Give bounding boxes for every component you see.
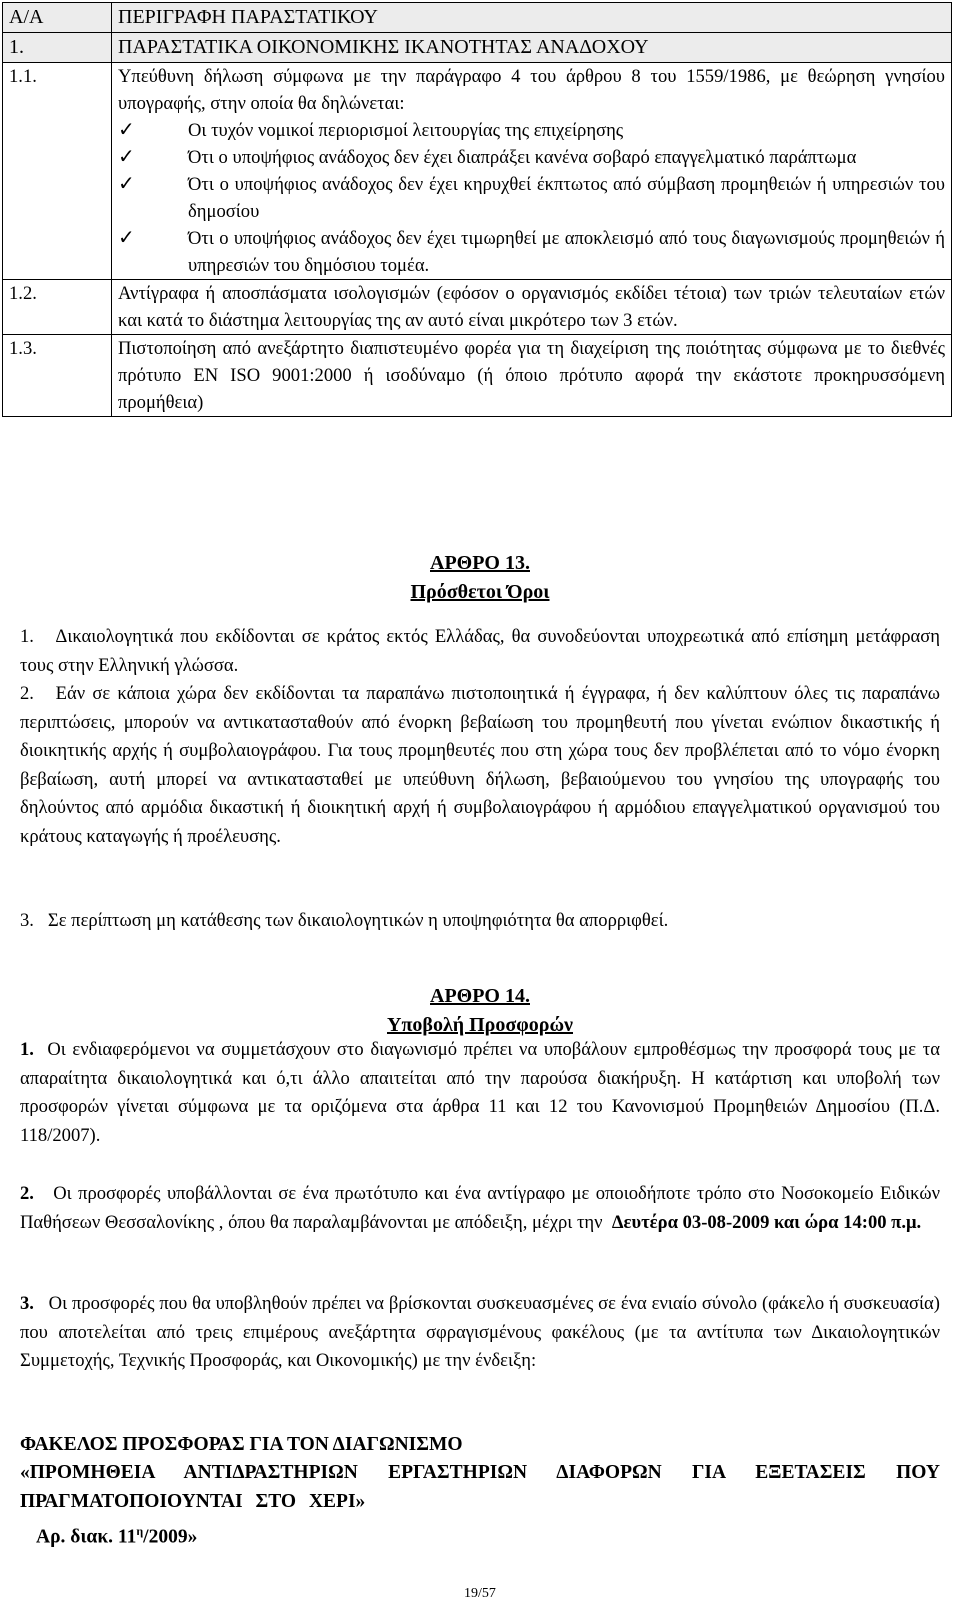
check-icon: ✓ <box>118 225 135 249</box>
checklist-text: Ότι ο υποψήφιος ανάδοχος δεν έχει τιμωρηθεί με αποκλεισμό από τους διαγωνισμούς προμηθειών ή υπηρεσιών του δημόσιου τομέα. <box>188 228 945 276</box>
table-header-row <box>3 3 952 33</box>
table-section-code: 1. <box>3 33 112 63</box>
reference-prefix: Αρ. διακ. 11 <box>36 1526 137 1548</box>
table-header-text: ΠΕΡΙΓΡΑΦΗ ΠΑΡΑΣΤΑΤΙΚΟΥ <box>112 3 952 33</box>
article-14-title: Υποβολή Προσφορών <box>387 1014 573 1036</box>
row1-intro: Υπεύθυνη δήλωση σύμφωνα με την παράγραφο 4 του άρθρου 8 του 1559/1986, με θεώρηση γνησίου υπογραφής, στην οποία θα δηλώνεται: <box>118 66 945 114</box>
paragraph-number: 1. <box>20 626 34 647</box>
check-icon: ✓ <box>118 144 135 168</box>
check-icon: ✓ <box>118 171 135 195</box>
paragraph-text: Οι προσφορές υποβάλλονται σε ένα πρωτότυπο και ένα αντίγραφο με οποιοδήποτε τρόπο στο Νοσοκομείο Ειδικών Παθήσεων Θεσσαλονίκης , όπου θα παραλαμβάνονται με απόδειξη, μέχρι την <box>20 1183 940 1233</box>
article-14-paragraph-1 <box>20 1036 940 1150</box>
table-row <box>3 280 952 335</box>
checklist-text: Οι τυχόν νομικοί περιορισμοί λειτουργίας της επιχείρησης <box>188 120 624 141</box>
table-section-text: ΠΑΡΑΣΤΑΤΙΚΑ ΟΙΚΟΝΟΜΙΚΗΣ ΙΚΑΝΟΤΗΤΑΣ ΑΝΑΔΟΧΟΥ <box>112 33 952 63</box>
row-code: 1.2. <box>3 280 112 335</box>
requirements-table <box>2 2 952 417</box>
checklist-item <box>118 171 945 225</box>
paragraph-number: 2. <box>20 683 34 704</box>
envelope-line-1: ΦΑΚΕΛΟΣ ΠΡΟΣΦΟΡΑΣ ΓΙΑ ΤΟΝ ΔΙΑΓΩΝΙΣΜΟ <box>20 1434 463 1455</box>
checklist-text: Ότι ο υποψήφιος ανάδοχος δεν έχει κηρυχθεί έκπτωτος από σύμβαση προμηθειών ή υπηρεσιών του δημοσίου <box>188 174 945 222</box>
envelope-line-2: «ΠΡΟΜΗΘΕΙΑ ΑΝΤΙΔΡΑΣΤΗΡΙΩΝ ΕΡΓΑΣΤΗΡΙΩΝ ΔΙΑΦΟΡΩΝ ΓΙΑ ΕΞΕΤΑΣΕΙΣ ΠΟΥ ΠΡΑΓΜΑΤΟΠΟΙΟΥΝΤΑΙ ΣΤΟ ΧΕΡΙ» <box>20 1462 940 1512</box>
table-section-row <box>3 33 952 63</box>
paragraph-number: 2. <box>20 1183 34 1204</box>
paragraph-number: 3. <box>20 910 34 931</box>
checklist-item <box>118 117 945 144</box>
reference-superscript: η <box>136 1524 144 1538</box>
reference-suffix: /2009» <box>143 1526 198 1548</box>
article-13-paragraph-1 <box>20 623 940 680</box>
checklist-text: Ότι ο υποψήφιος ανάδοχος δεν έχει διαπράξει κανένα σοβαρό επαγγελματικό παράπτωμα <box>188 147 857 168</box>
paragraph-text: Δικαιολογητικά που εκδίδονται σε κράτος εκτός Ελλάδας, θα συνοδεύονται υποχρεωτικά από επίσημη μετάφραση τους στην Ελληνική γλώσσα. <box>20 626 940 676</box>
page-number: 19/57 <box>464 1586 496 1601</box>
paragraph-text: Εάν σε κάποια χώρα δεν εκδίδονται τα παραπάνω πιστοποιητικά ή έγγραφα, ή δεν καλύπτουν όλες τις παραπάνω περιπτώσεις, μπορούν να αντικατασταθούν από ένορκη βεβαίωση του προμηθευτή που γίνεται ενώπιον δικαστικής ή διοικητικής αρχής ή συμβολαιογράφου. Για τους προμηθευτές που στη χώρα τους δεν προβλέπεται από το νόμο ένορκη βεβαίωση, αυτή μπορεί να αντικατασταθεί με υπεύθυνη δήλωση, βεβαιούμενου του γνησίου της υπογραφής του δηλούντος από αρμόδια δικαστική ή διοικητική αρχή ή συμβολαιογράφου ή αρμόδιου επαγγελματικού οργανισμού του κράτους καταγωγής ή προέλευσης. <box>20 683 940 847</box>
envelope-reference <box>36 1517 636 1552</box>
row-text: Αντίγραφα ή αποσπάσματα ισολογισμών (εφόσον ο οργανισμός εκδίδει τέτοια) των τριών τελευταίων ετών και κατά το διάστημα λειτουργίας της αν αυτό είναι μικρότερο των 3 ετών. <box>112 280 952 335</box>
deadline-text: Δευτέρα 03-08-2009 και ώρα 14:00 π.μ. <box>611 1211 922 1233</box>
row-code: 1.3. <box>3 335 112 417</box>
article-14-number: ΑΡΘΡΟ 14. <box>430 985 530 1007</box>
article-13-number: ΑΡΘΡΟ 13. <box>430 552 530 574</box>
row-text <box>112 63 952 280</box>
article-13-title: Πρόσθετοι Όροι <box>410 581 550 603</box>
table-row <box>3 63 952 280</box>
check-icon: ✓ <box>118 117 135 141</box>
article-13-paragraph-2 <box>20 680 940 851</box>
table-row <box>3 335 952 417</box>
checklist-item <box>118 225 945 279</box>
paragraph-number: 3. <box>20 1293 34 1314</box>
article-14-paragraph-2 <box>20 1180 940 1237</box>
row-code: 1.1. <box>3 63 112 280</box>
article-13-paragraph-3 <box>20 907 940 936</box>
paragraph-text: Σε περίπτωση μη κατάθεσης των δικαιολογητικών η υποψηφιότητα θα απορριφθεί. <box>47 910 669 931</box>
article-14-paragraph-3 <box>20 1290 940 1376</box>
paragraph-number: 1. <box>20 1039 34 1060</box>
paragraph-text: Οι ενδιαφερόμενοι να συμμετάσχουν στο διαγωνισμό πρέπει να υποβάλουν εμπροθέσμως την προσφορά τους με τα απαραίτητα δικαιολογητικά και ό,τι άλλο απαιτείται από την παρούσα διακήρυξη. Η κατάρτιση και υποβολή των προσφορών γίνεται σύμφωνα με τα οριζόμενα στα άρθρα 11 και 12 του Κανονισμού Προμηθειών Δημοσίου (Π.Δ. 118/2007). <box>20 1039 940 1146</box>
paragraph-text: Οι προσφορές που θα υποβληθούν πρέπει να βρίσκονται συσκευασμένες σε ένα ενιαίο σύνολο (φάκελο ή συσκευασία) που αποτελείται από τρεις επιμέρους ανεξάρτητα σφραγισμένους φακέλους (με τα αντίτυπα των Δικαιολογητικών Συμμετοχής, Τεχνικής Προσφοράς, και Οικονομικής) με την ένδειξη: <box>20 1293 940 1371</box>
row-text: Πιστοποίηση από ανεξάρτητο διαπιστευμένο φορέα για τη διαχείριση της ποιότητας σύμφωνα με το διεθνές πρότυπο EN ISO 9001:2000 ή ισοδύναμο (ή όποιο πρότυπο αφορά την εκάστοτε προκηρυσσόμενη προμήθεια) <box>112 335 952 417</box>
checklist-item <box>118 144 945 171</box>
table-header-code: Α/Α <box>3 3 112 33</box>
